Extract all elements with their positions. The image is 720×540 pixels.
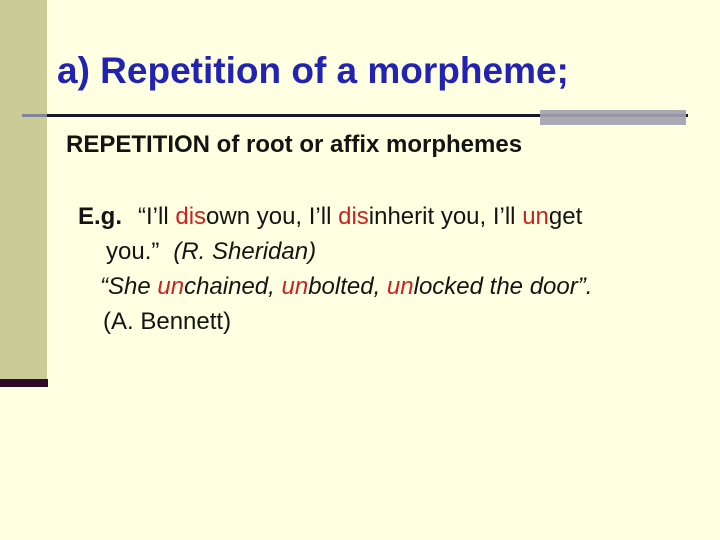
text-segment: “She: [100, 273, 158, 300]
red-prefix: un: [386, 273, 414, 300]
subheading: REPETITION of root or affix morphemes: [66, 131, 523, 158]
red-prefix: un: [522, 203, 549, 230]
text-segment: inherit you, I’ll: [368, 203, 523, 230]
red-prefix: un: [157, 273, 185, 300]
example-block: [78, 199, 592, 339]
text-segment: locked the door”.: [413, 273, 593, 300]
attribution-sheridan: (R. Sheridan): [173, 238, 317, 265]
text-segment: get: [548, 203, 583, 230]
eg-label: E.g.: [78, 203, 123, 230]
text-segment: you.”: [106, 238, 160, 265]
slide-title: a) Repetition of a morpheme;: [57, 50, 569, 91]
sidebar-bar: [0, 0, 47, 379]
title-rule-gray-bar: [540, 110, 686, 125]
sidebar-accent-line: [0, 379, 48, 387]
text-segment: own you, I’ll: [206, 203, 339, 230]
text-segment: “I’ll: [138, 203, 176, 230]
text-segment: chained,: [184, 273, 282, 300]
red-prefix: dis: [338, 203, 369, 230]
attribution-bennett: (A. Bennett): [103, 308, 232, 335]
red-prefix: un: [281, 273, 309, 300]
red-prefix: dis: [175, 203, 207, 230]
example-line-sheridan-2: [106, 234, 592, 269]
example-line-sheridan-1: [78, 199, 592, 234]
example-line-bennett-quote: [100, 269, 592, 304]
text-segment: bolted,: [308, 273, 387, 300]
